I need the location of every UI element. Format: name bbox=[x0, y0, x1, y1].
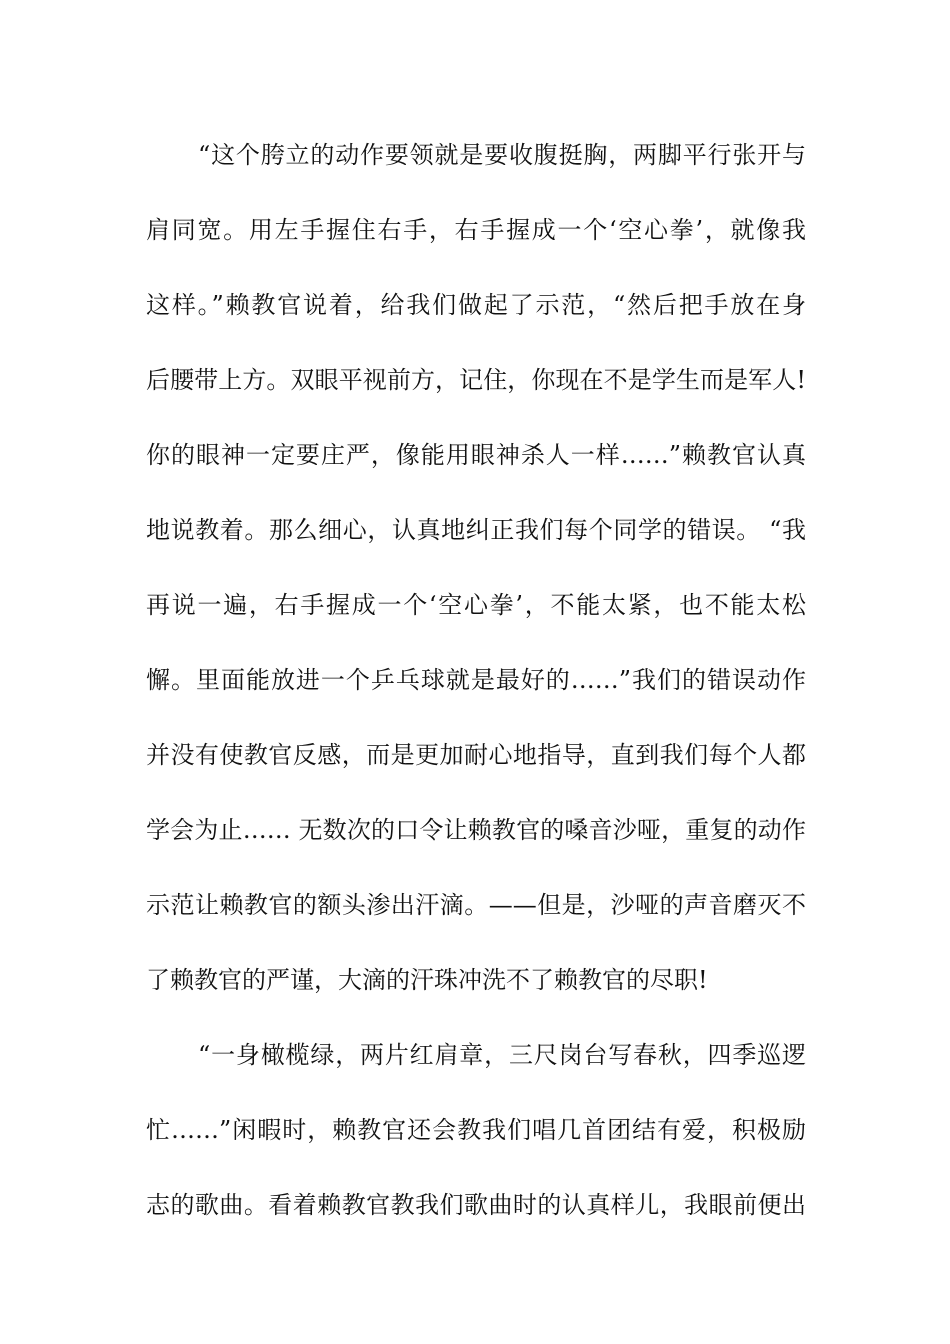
document-body bbox=[146, 118, 806, 1243]
text-line: 懈。里面能放进一个乒乓球就是最好的……”我们的错误动作 bbox=[146, 666, 806, 694]
text-line: 示范让赖教官的额头渗出汗滴。——但是，沙哑的声音磨灭不 bbox=[146, 891, 806, 919]
text-line: 忙……”闲暇时，赖教官还会教我们唱几首团结有爱，积极励 bbox=[146, 1116, 806, 1144]
text-line: 你的眼神一定要庄严，像能用眼神杀人一样……”赖教官认真 bbox=[146, 441, 806, 469]
text-line: 后腰带上方。双眼平视前方，记住，你现在不是学生而是军人! bbox=[146, 366, 806, 394]
paragraph-song bbox=[146, 1018, 806, 1243]
text-line: 再说一遍，右手握成一个‘空心拳’，不能太紧，也不能太松 bbox=[146, 591, 806, 619]
text-line: 肩同宽。用左手握住右手，右手握成一个‘空心拳’，就像我 bbox=[146, 216, 806, 244]
paragraph-drill-instruction bbox=[146, 118, 806, 1018]
text-line: “一身橄榄绿，两片红肩章，三尺岗台写春秋，四季巡逻 bbox=[198, 1041, 806, 1069]
text-line: 并没有使教官反感，而是更加耐心地指导，直到我们每个人都 bbox=[146, 741, 806, 769]
text-line: 这样。”赖教官说着，给我们做起了示范，“然后把手放在身 bbox=[146, 291, 806, 319]
text-line: 了赖教官的严谨，大滴的汗珠冲洗不了赖教官的尽职! bbox=[146, 966, 708, 994]
text-line: 地说教着。那么细心，认真地纠正我们每个同学的错误。 “我 bbox=[146, 516, 806, 544]
text-line: 志的歌曲。看着赖教官教我们歌曲时的认真样儿，我眼前便出 bbox=[146, 1191, 806, 1219]
text-line: “这个胯立的动作要领就是要收腹挺胸，两脚平行张开与 bbox=[198, 141, 806, 169]
text-line: 学会为止…… 无数次的口令让赖教官的嗓音沙哑，重复的动作 bbox=[146, 816, 806, 844]
